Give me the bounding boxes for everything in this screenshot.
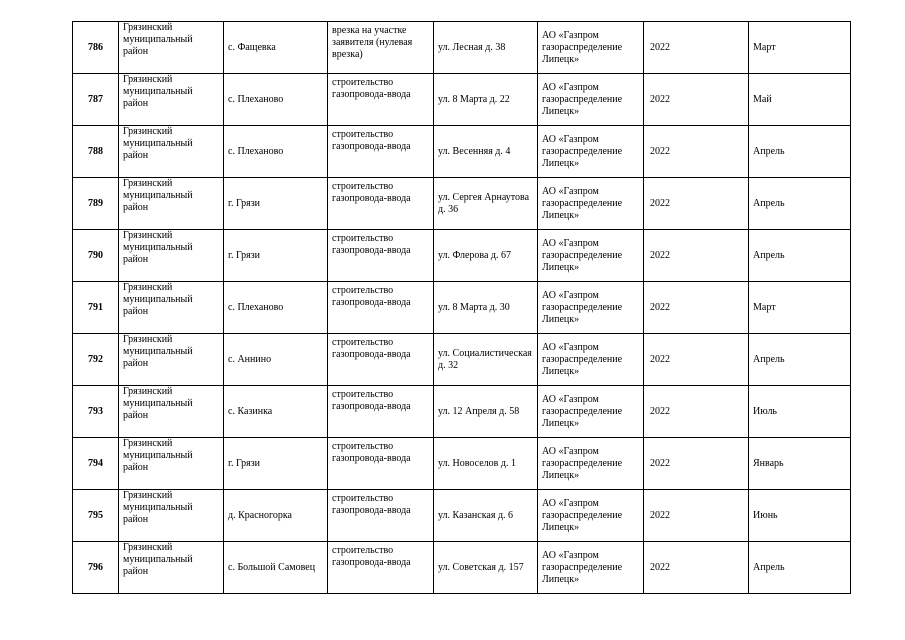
work-type-cell: строительство газопровода-ввода	[328, 334, 434, 386]
settlement-cell: г. Грязи	[224, 438, 328, 490]
month-cell: Март	[749, 282, 851, 334]
district-cell: Грязинский муниципальный район	[119, 386, 224, 438]
month-cell: Апрель	[749, 178, 851, 230]
address-cell: ул. 8 Марта д. 30	[434, 282, 538, 334]
organization-cell: АО «Газпром газораспределение Липецк»	[538, 282, 644, 334]
organization-cell: АО «Газпром газораспределение Липецк»	[538, 74, 644, 126]
row-number: 795	[73, 490, 119, 542]
organization-cell: АО «Газпром газораспределение Липецк»	[538, 22, 644, 74]
year-cell: 2022	[644, 490, 749, 542]
row-number: 789	[73, 178, 119, 230]
year-cell: 2022	[644, 126, 749, 178]
address-cell: ул. Казанская д. 6	[434, 490, 538, 542]
table-row	[73, 282, 851, 334]
work-type-cell: строительство газопровода-ввода	[328, 438, 434, 490]
organization-cell: АО «Газпром газораспределение Липецк»	[538, 334, 644, 386]
year-cell: 2022	[644, 386, 749, 438]
settlement-cell: д. Красногорка	[224, 490, 328, 542]
connection-schedule-table	[72, 21, 851, 594]
month-cell: Май	[749, 74, 851, 126]
table-row	[73, 334, 851, 386]
organization-cell: АО «Газпром газораспределение Липецк»	[538, 542, 644, 594]
month-cell: Март	[749, 22, 851, 74]
organization-cell: АО «Газпром газораспределение Липецк»	[538, 126, 644, 178]
settlement-cell: г. Грязи	[224, 230, 328, 282]
table-row	[73, 178, 851, 230]
year-cell: 2022	[644, 334, 749, 386]
row-number: 796	[73, 542, 119, 594]
row-number: 786	[73, 22, 119, 74]
work-type-cell: строительство газопровода-ввода	[328, 126, 434, 178]
address-cell: ул. Сергея Арнаутова д. 36	[434, 178, 538, 230]
district-cell: Грязинский муниципальный район	[119, 126, 224, 178]
district-cell: Грязинский муниципальный район	[119, 230, 224, 282]
address-cell: ул. 8 Марта д. 22	[434, 74, 538, 126]
organization-cell: АО «Газпром газораспределение Липецк»	[538, 230, 644, 282]
year-cell: 2022	[644, 74, 749, 126]
row-number: 787	[73, 74, 119, 126]
table-row	[73, 542, 851, 594]
address-cell: ул. Весенняя д. 4	[434, 126, 538, 178]
table-body	[73, 22, 851, 594]
month-cell: Апрель	[749, 542, 851, 594]
district-cell: Грязинский муниципальный район	[119, 438, 224, 490]
work-type-cell: строительство газопровода-ввода	[328, 178, 434, 230]
year-cell: 2022	[644, 438, 749, 490]
year-cell: 2022	[644, 542, 749, 594]
district-cell: Грязинский муниципальный район	[119, 74, 224, 126]
address-cell: ул. 12 Апреля д. 58	[434, 386, 538, 438]
year-cell: 2022	[644, 178, 749, 230]
month-cell: Июнь	[749, 490, 851, 542]
table-row	[73, 438, 851, 490]
work-type-cell: строительство газопровода-ввода	[328, 282, 434, 334]
table-row	[73, 230, 851, 282]
district-cell: Грязинский муниципальный район	[119, 334, 224, 386]
work-type-cell: строительство газопровода-ввода	[328, 230, 434, 282]
organization-cell: АО «Газпром газораспределение Липецк»	[538, 438, 644, 490]
settlement-cell: с. Большой Самовец	[224, 542, 328, 594]
settlement-cell: с. Аннино	[224, 334, 328, 386]
row-number: 791	[73, 282, 119, 334]
month-cell: Январь	[749, 438, 851, 490]
row-number: 790	[73, 230, 119, 282]
table-row	[73, 126, 851, 178]
work-type-cell: врезка на участке заявителя (нулевая врезка)	[328, 22, 434, 74]
table-row	[73, 490, 851, 542]
district-cell: Грязинский муниципальный район	[119, 178, 224, 230]
table-row	[73, 74, 851, 126]
work-type-cell: строительство газопровода-ввода	[328, 542, 434, 594]
address-cell: ул. Новоселов д. 1	[434, 438, 538, 490]
settlement-cell: с. Казинка	[224, 386, 328, 438]
address-cell: ул. Социалистическая д. 32	[434, 334, 538, 386]
district-cell: Грязинский муниципальный район	[119, 282, 224, 334]
table-row	[73, 22, 851, 74]
settlement-cell: г. Грязи	[224, 178, 328, 230]
settlement-cell: с. Фащевка	[224, 22, 328, 74]
row-number: 792	[73, 334, 119, 386]
table-row	[73, 386, 851, 438]
year-cell: 2022	[644, 282, 749, 334]
district-cell: Грязинский муниципальный район	[119, 490, 224, 542]
settlement-cell: с. Плеханово	[224, 126, 328, 178]
work-type-cell: строительство газопровода-ввода	[328, 386, 434, 438]
row-number: 794	[73, 438, 119, 490]
work-type-cell: строительство газопровода-ввода	[328, 490, 434, 542]
month-cell: Апрель	[749, 126, 851, 178]
address-cell: ул. Флерова д. 67	[434, 230, 538, 282]
address-cell: ул. Советская д. 157	[434, 542, 538, 594]
district-cell: Грязинский муниципальный район	[119, 542, 224, 594]
district-cell: Грязинский муниципальный район	[119, 22, 224, 74]
organization-cell: АО «Газпром газораспределение Липецк»	[538, 490, 644, 542]
month-cell: Апрель	[749, 230, 851, 282]
year-cell: 2022	[644, 230, 749, 282]
address-cell: ул. Лесная д. 38	[434, 22, 538, 74]
settlement-cell: с. Плеханово	[224, 282, 328, 334]
organization-cell: АО «Газпром газораспределение Липецк»	[538, 178, 644, 230]
month-cell: Апрель	[749, 334, 851, 386]
work-type-cell: строительство газопровода-ввода	[328, 74, 434, 126]
row-number: 788	[73, 126, 119, 178]
organization-cell: АО «Газпром газораспределение Липецк»	[538, 386, 644, 438]
settlement-cell: с. Плеханово	[224, 74, 328, 126]
row-number: 793	[73, 386, 119, 438]
year-cell: 2022	[644, 22, 749, 74]
month-cell: Июль	[749, 386, 851, 438]
